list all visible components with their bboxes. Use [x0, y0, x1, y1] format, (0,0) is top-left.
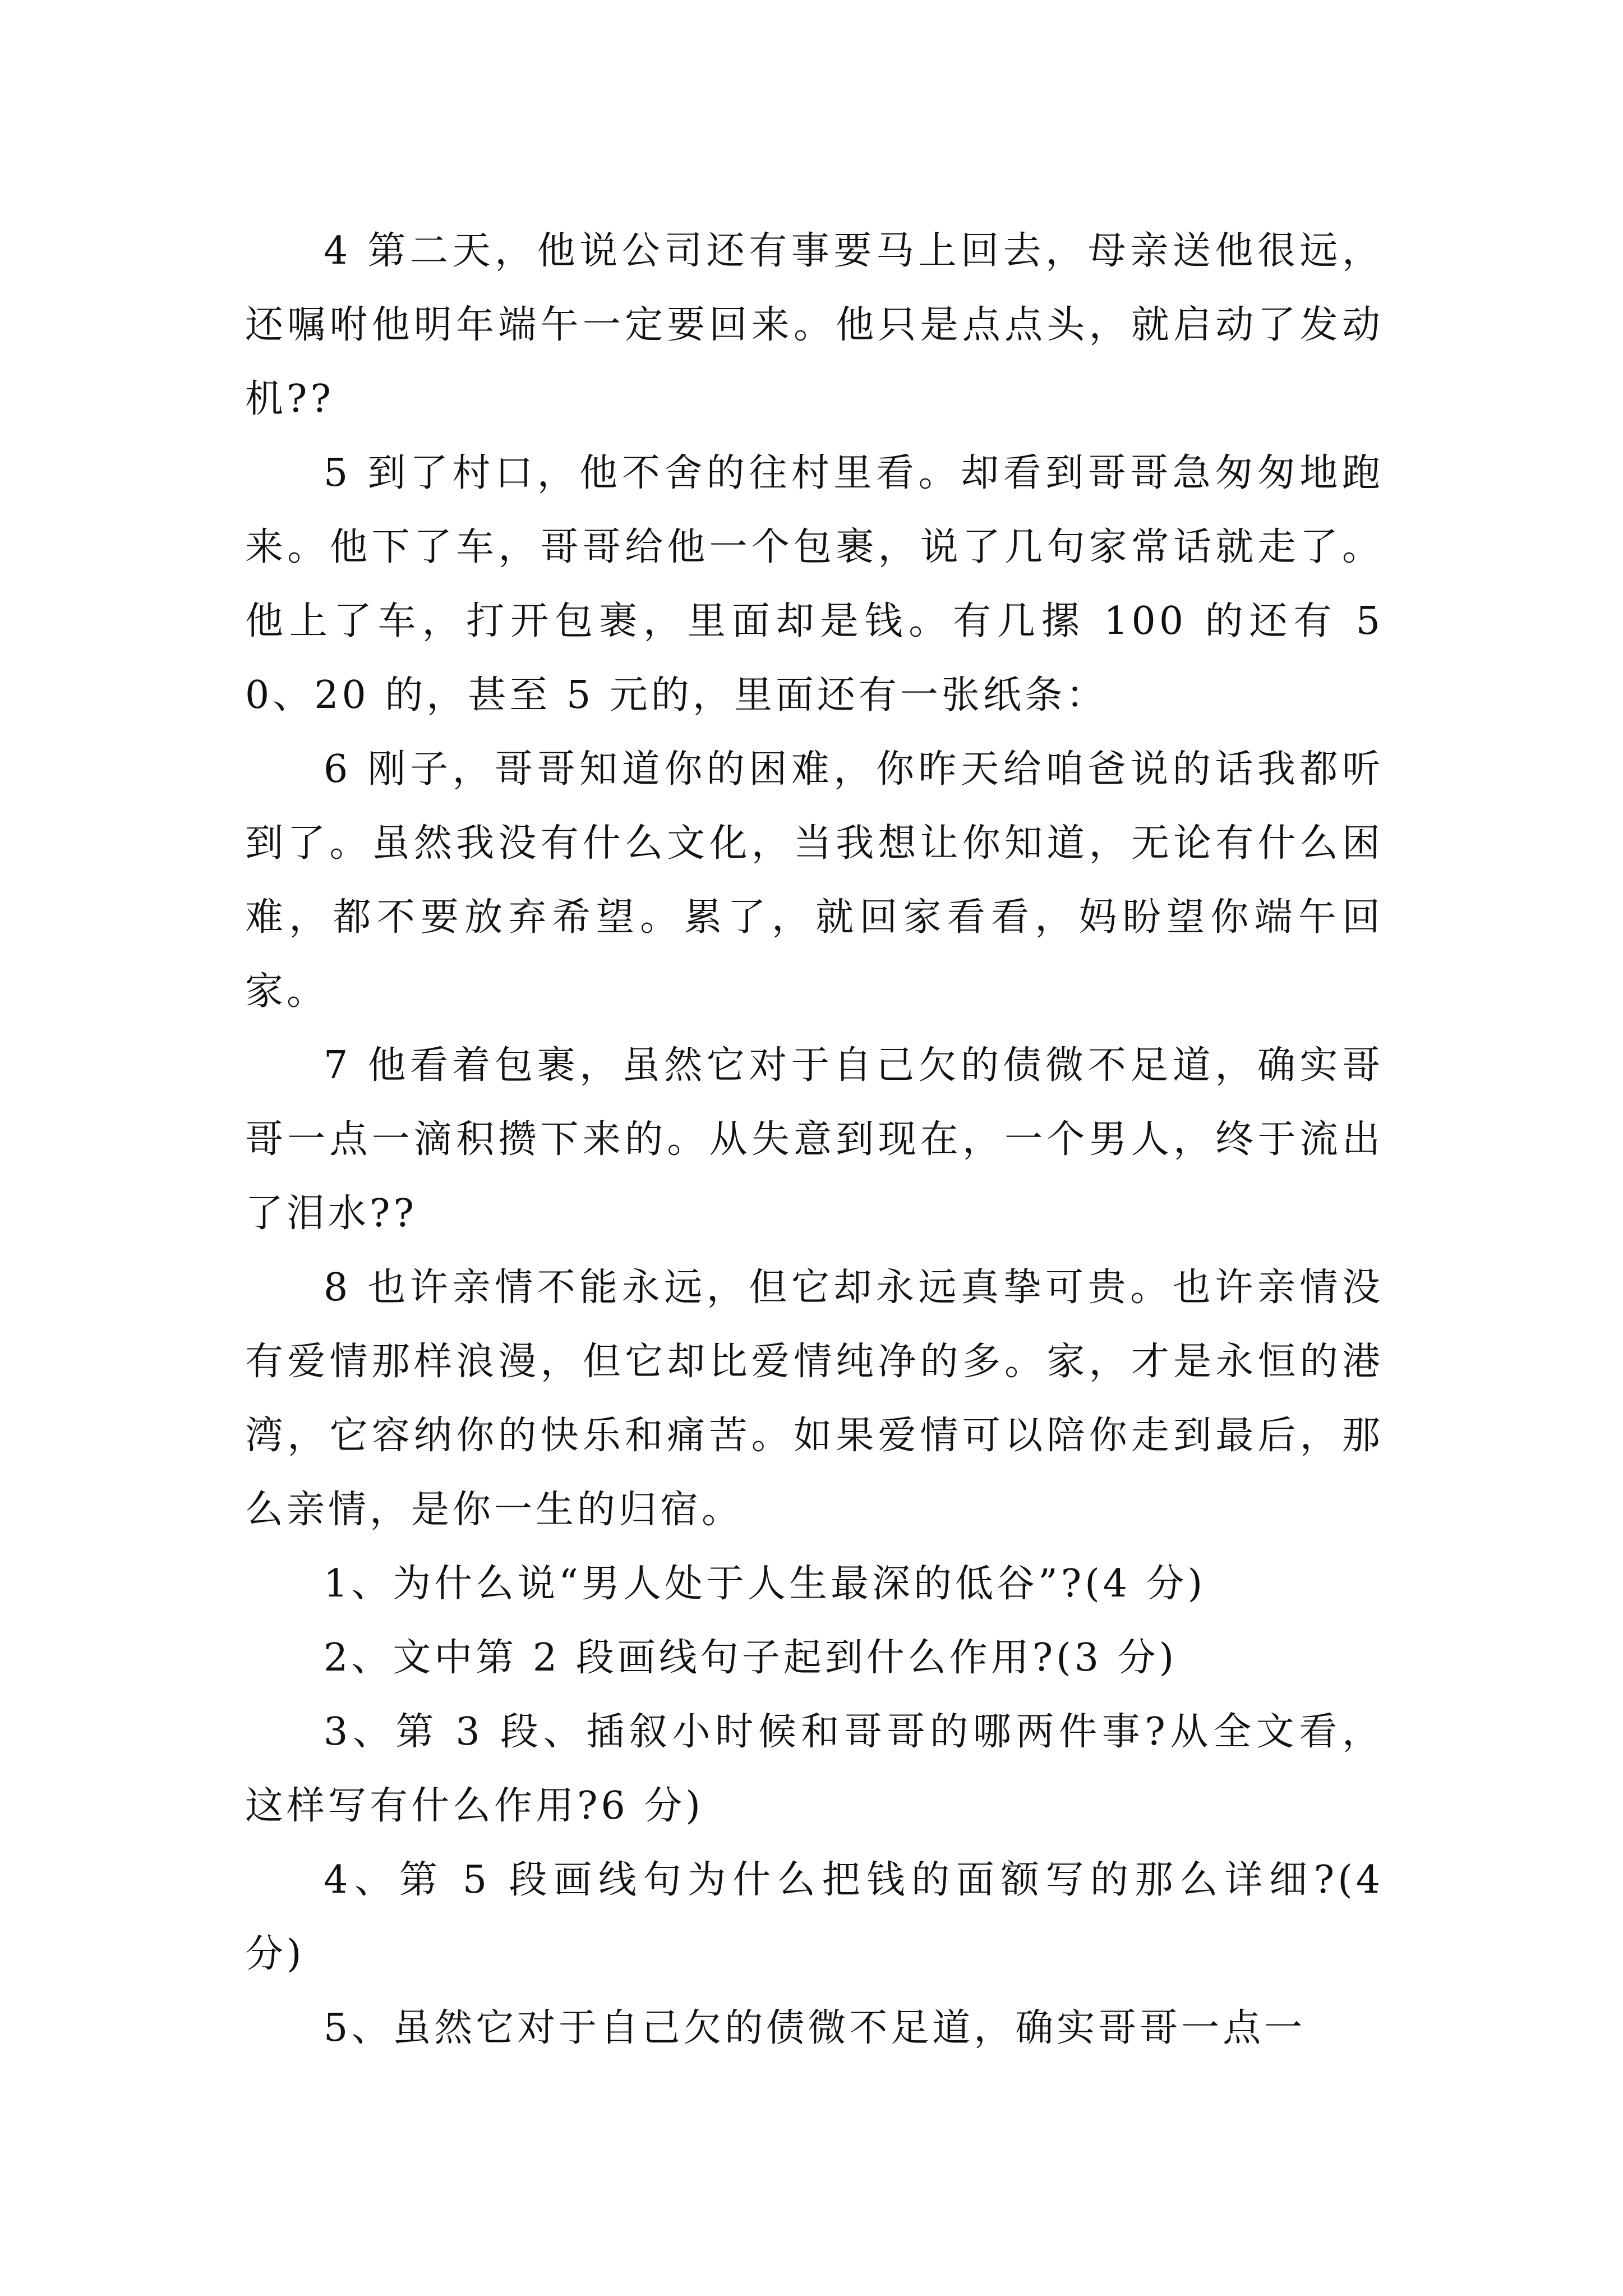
question-4: 4、第 5 段画线句为什么把钱的面额写的那么详细?(4 分) [245, 1858, 1384, 1976]
question-1: 1、为什么说“男人处于人生最深的低谷”?(4 分) [324, 1562, 1206, 1606]
paragraph-4: 4 第二天，他说公司还有事要马上回去，母亲送他很远，还嘱咐他明年端午一定要回来。他只是点点头，就启动了发动机?? [245, 229, 1384, 421]
paragraph-6: 6 刚子，哥哥知道你的困难，你昨天给咱爸说的话我都听到了。虽然我没有什么文化，当我想让你知道，无论有什么困难，都不要放弃希望。累了，就回家看看，妈盼望你端午回家。 [245, 747, 1384, 1014]
paragraph-7: 7 他看着包裹，虽然它对于自己欠的债微不足道，确实哥哥一点一滴积攒下来的。从失意到现在，一个男人，终于流出了泪水?? [245, 1043, 1384, 1236]
document-body [245, 214, 1384, 2065]
paragraph-8: 8 也许亲情不能永远，但它却永远真挚可贵。也许亲情没有爱情那样浪漫，但它却比爱情纯净的多。家，才是永恒的港湾，它容纳你的快乐和痛苦。如果爱情可以陪你走到最后，那么亲情，是你一生的归宿。 [245, 1266, 1384, 1532]
question-5: 5、虽然它对于自己欠的债微不足道，确实哥哥一点一 [324, 2006, 1306, 2050]
paragraph-5: 5 到了村口，他不舍的往村里看。却看到哥哥急匆匆地跑来。他下了车，哥哥给他一个包裹，说了几句家常话就走了。他上了车，打开包裹，里面却是钱。有几摞 100 的还有 50、20 的，甚至 5 元的，里面还有一张纸条： [245, 451, 1384, 717]
question-2: 2、文中第 2 段画线句子起到什么作用?(3 分) [324, 1636, 1178, 1680]
question-3: 3、第 3 段、插叙小时候和哥哥的哪两件事?从全文看，这样写有什么作用?6 分) [245, 1710, 1384, 1828]
